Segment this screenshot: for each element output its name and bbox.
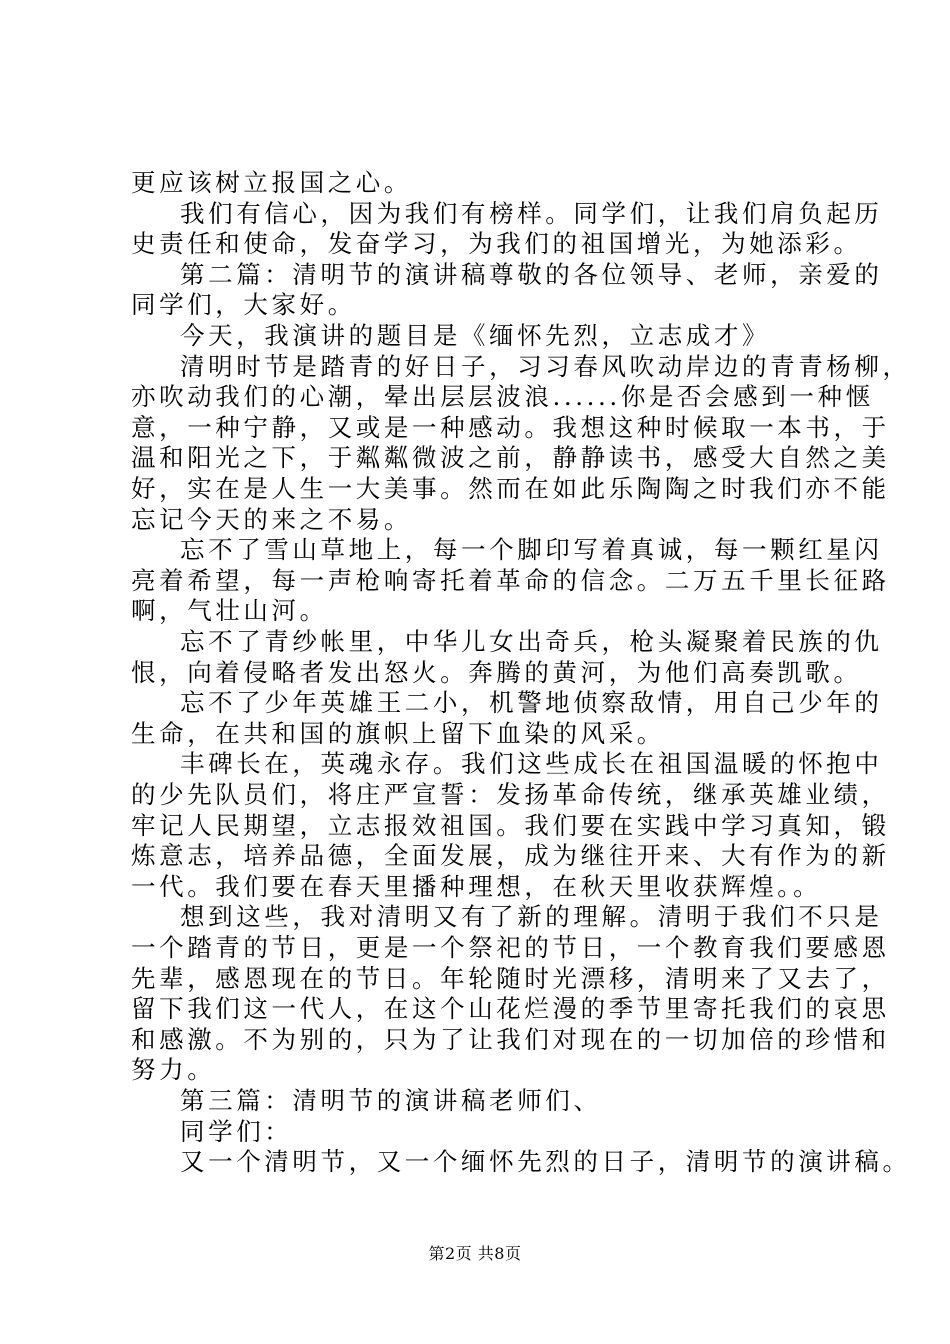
text-line: 先辈，感恩现在的节日。年轮随时光漂移，清明来了又去了， bbox=[131, 963, 890, 993]
text-line: 同学们： bbox=[180, 1116, 293, 1146]
text-line: 一个踏青的节日，更是一个祭祀的节日，一个教育我们要感恩 bbox=[131, 933, 890, 962]
text-line: 恨，向着侵略者发出怒火。奔腾的黄河，为他们高奏凯歌。 bbox=[131, 657, 862, 687]
text-line: 忘不了少年英雄王二小，机警地侦察敌情，用自己少年的 bbox=[180, 688, 883, 718]
text-line: 我们有信心，因为我们有榜样。同学们，让我们肩负起历 bbox=[180, 198, 883, 228]
text-line: 更应该树立报国之心。 bbox=[131, 168, 412, 197]
text-line: 又一个清明节，又一个缅怀先烈的日子，清明节的演讲稿。 bbox=[180, 1147, 911, 1177]
text-line: 忘不了雪山草地上，每一个脚印写着真诚，每一颗红星闪 bbox=[180, 535, 883, 565]
text-line: 温和阳光之下，于粼粼微波之前，静静读书，感受大自然之美 bbox=[131, 443, 890, 473]
text-line: 史责任和使命，发奋学习，为我们的祖国增光，为她添彩。 bbox=[131, 229, 862, 259]
text-line: 留下我们这一代人，在这个山花烂漫的季节里寄托我们的哀思 bbox=[131, 994, 890, 1024]
text-line: 好，实在是人生一大美事。然而在如此乐陶陶之时我们亦不能 bbox=[131, 474, 890, 503]
text-line: 一代。我们要在春天里播种理想，在秋天里收获辉煌。。 bbox=[131, 871, 822, 901]
text-line: 丰碑长在，英魂永存。我们这些成长在祖国温暖的怀抱中 bbox=[180, 749, 883, 779]
text-line: 炼意志，培养品德，全面发展，成为继往开来、大有作为的新 bbox=[131, 841, 890, 871]
text-line: 忘记今天的来之不易。 bbox=[131, 504, 412, 534]
text-line: 想到这些，我对清明又有了新的理解。清明于我们不只是 bbox=[180, 902, 883, 932]
text-line: 第二篇：清明节的演讲稿尊敬的各位领导、老师，亲爱的 bbox=[180, 259, 883, 289]
text-line: 亮着希望，每一声枪响寄托着革命的信念。二万五千里长征路 bbox=[131, 565, 890, 595]
text-line: 亦吹动我们的心潮，晕出层层波浪......你是否会感到一种惬 bbox=[131, 382, 874, 412]
text-line: 同学们，大家好。 bbox=[131, 290, 356, 320]
text-line: 努力。 bbox=[131, 1055, 216, 1085]
text-line: 忘不了青纱帐里，中华儿女出奇兵，枪头凝聚着民族的仇 bbox=[180, 627, 883, 656]
text-line: 的少先队员们，将庄严宣誓：发扬革命传统，继承英雄业绩， bbox=[131, 780, 890, 809]
text-line: 生命，在共和国的旗帜上留下血染的风采。 bbox=[131, 718, 665, 748]
text-line: 今天，我演讲的题目是《缅怀先烈，立志成才》 bbox=[180, 321, 771, 350]
text-line: 清明时节是踏青的好日子，习习春风吹动岸边的青青杨柳， bbox=[180, 351, 911, 381]
page-number-footer: 第2页 共8页 bbox=[428, 1244, 522, 1263]
text-line: 牢记人民期望，立志报效祖国。我们要在实践中学习真知，锻 bbox=[131, 810, 890, 840]
text-line: 意，一种宁静，又或是一种感动。我想这种时候取一本书，于 bbox=[131, 412, 890, 442]
text-line: 第三篇：清明节的演讲稿老师们、 bbox=[180, 1086, 602, 1115]
text-line: 啊，气壮山河。 bbox=[131, 596, 328, 626]
text-line: 和感激。不为别的，只为了让我们对现在的一切加倍的珍惜和 bbox=[131, 1024, 890, 1054]
